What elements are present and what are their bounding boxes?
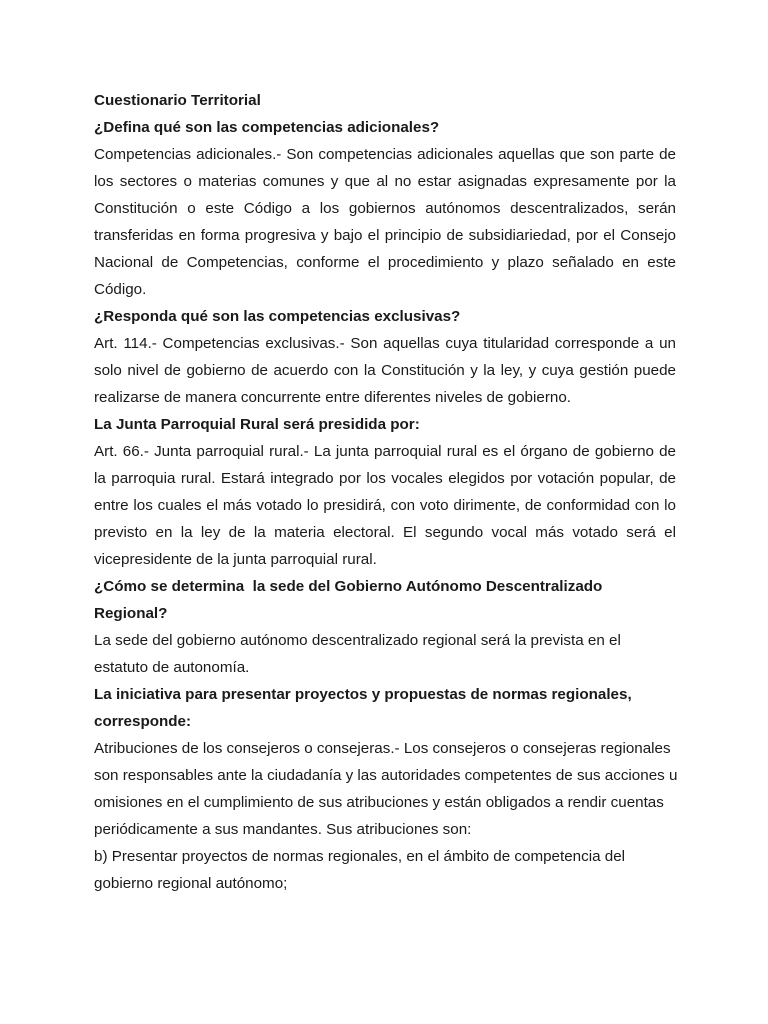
answer-line: entre los cuales el más votado lo presidirá, con voto dirimente, de conformidad con lo bbox=[94, 497, 676, 514]
answer-line: realizarse de manera concurrente entre diferentes niveles de gobierno. bbox=[94, 389, 571, 406]
answer-line: Competencias adicionales.- Son competencias adicionales aquellas que son parte de bbox=[94, 146, 676, 163]
answer-line: son responsables ante la ciudadanía y las autoridades competentes de sus acciones u bbox=[94, 767, 678, 784]
question-heading: ¿Cómo se determina la sede del Gobierno Autónomo Descentralizado bbox=[94, 578, 603, 595]
answer-line: transferidas en forma progresiva y bajo el principio de subsidiariedad, por el Consejo bbox=[94, 227, 676, 244]
answer-line: la parroquia rural. Estará integrado por los vocales elegidos por votación popular, de bbox=[94, 470, 676, 487]
answer-line: periódicamente a sus mandantes. Sus atribuciones son: bbox=[94, 821, 472, 838]
answer-line: omisiones en el cumplimiento de sus atribuciones y están obligados a rendir cuentas bbox=[94, 794, 664, 811]
answer-line: los sectores o materias comunes y que al no estar asignadas expresamente por la bbox=[94, 173, 676, 190]
answer-line: Atribuciones de los consejeros o consejeras.- Los consejeros o consejeras regionales bbox=[94, 740, 671, 757]
answer-line: vicepresidente de la junta parroquial rural. bbox=[94, 551, 377, 568]
question-heading: La iniciativa para presentar proyectos y propuestas de normas regionales, bbox=[94, 686, 632, 703]
question-heading: ¿Defina qué son las competencias adicionales? bbox=[94, 119, 440, 136]
answer-line: previsto en la ley de la materia electoral. El segundo vocal más votado será el bbox=[94, 524, 676, 541]
question-heading: ¿Responda qué son las competencias exclusivas? bbox=[94, 308, 461, 325]
answer-line: estatuto de autonomía. bbox=[94, 659, 250, 676]
answer-line: Código. bbox=[94, 281, 147, 298]
answer-line: Constitución o este Código a los gobiernos autónomos descentralizados, serán bbox=[94, 200, 676, 217]
question-heading: corresponde: bbox=[94, 713, 192, 730]
answer-line: solo nivel de gobierno de acuerdo con la Constitución y la ley, y cuya gestión puede bbox=[94, 362, 676, 379]
answer-line: Nacional de Competencias, conforme el procedimiento y plazo señalado en este bbox=[94, 254, 676, 271]
answer-line: gobierno regional autónomo; bbox=[94, 875, 288, 892]
question-heading: La Junta Parroquial Rural será presidida por: bbox=[94, 416, 420, 433]
answer-line: b) Presentar proyectos de normas regionales, en el ámbito de competencia del bbox=[94, 848, 626, 865]
answer-line: La sede del gobierno autónomo descentralizado regional será la prevista en el bbox=[94, 632, 621, 649]
answer-line: Art. 114.- Competencias exclusivas.- Son aquellas cuya titularidad corresponde a un bbox=[94, 335, 676, 352]
answer-line: Art. 66.- Junta parroquial rural.- La junta parroquial rural es el órgano de gobierno de bbox=[94, 443, 676, 460]
document-title: Cuestionario Territorial bbox=[94, 92, 261, 109]
question-heading: Regional? bbox=[94, 605, 168, 622]
